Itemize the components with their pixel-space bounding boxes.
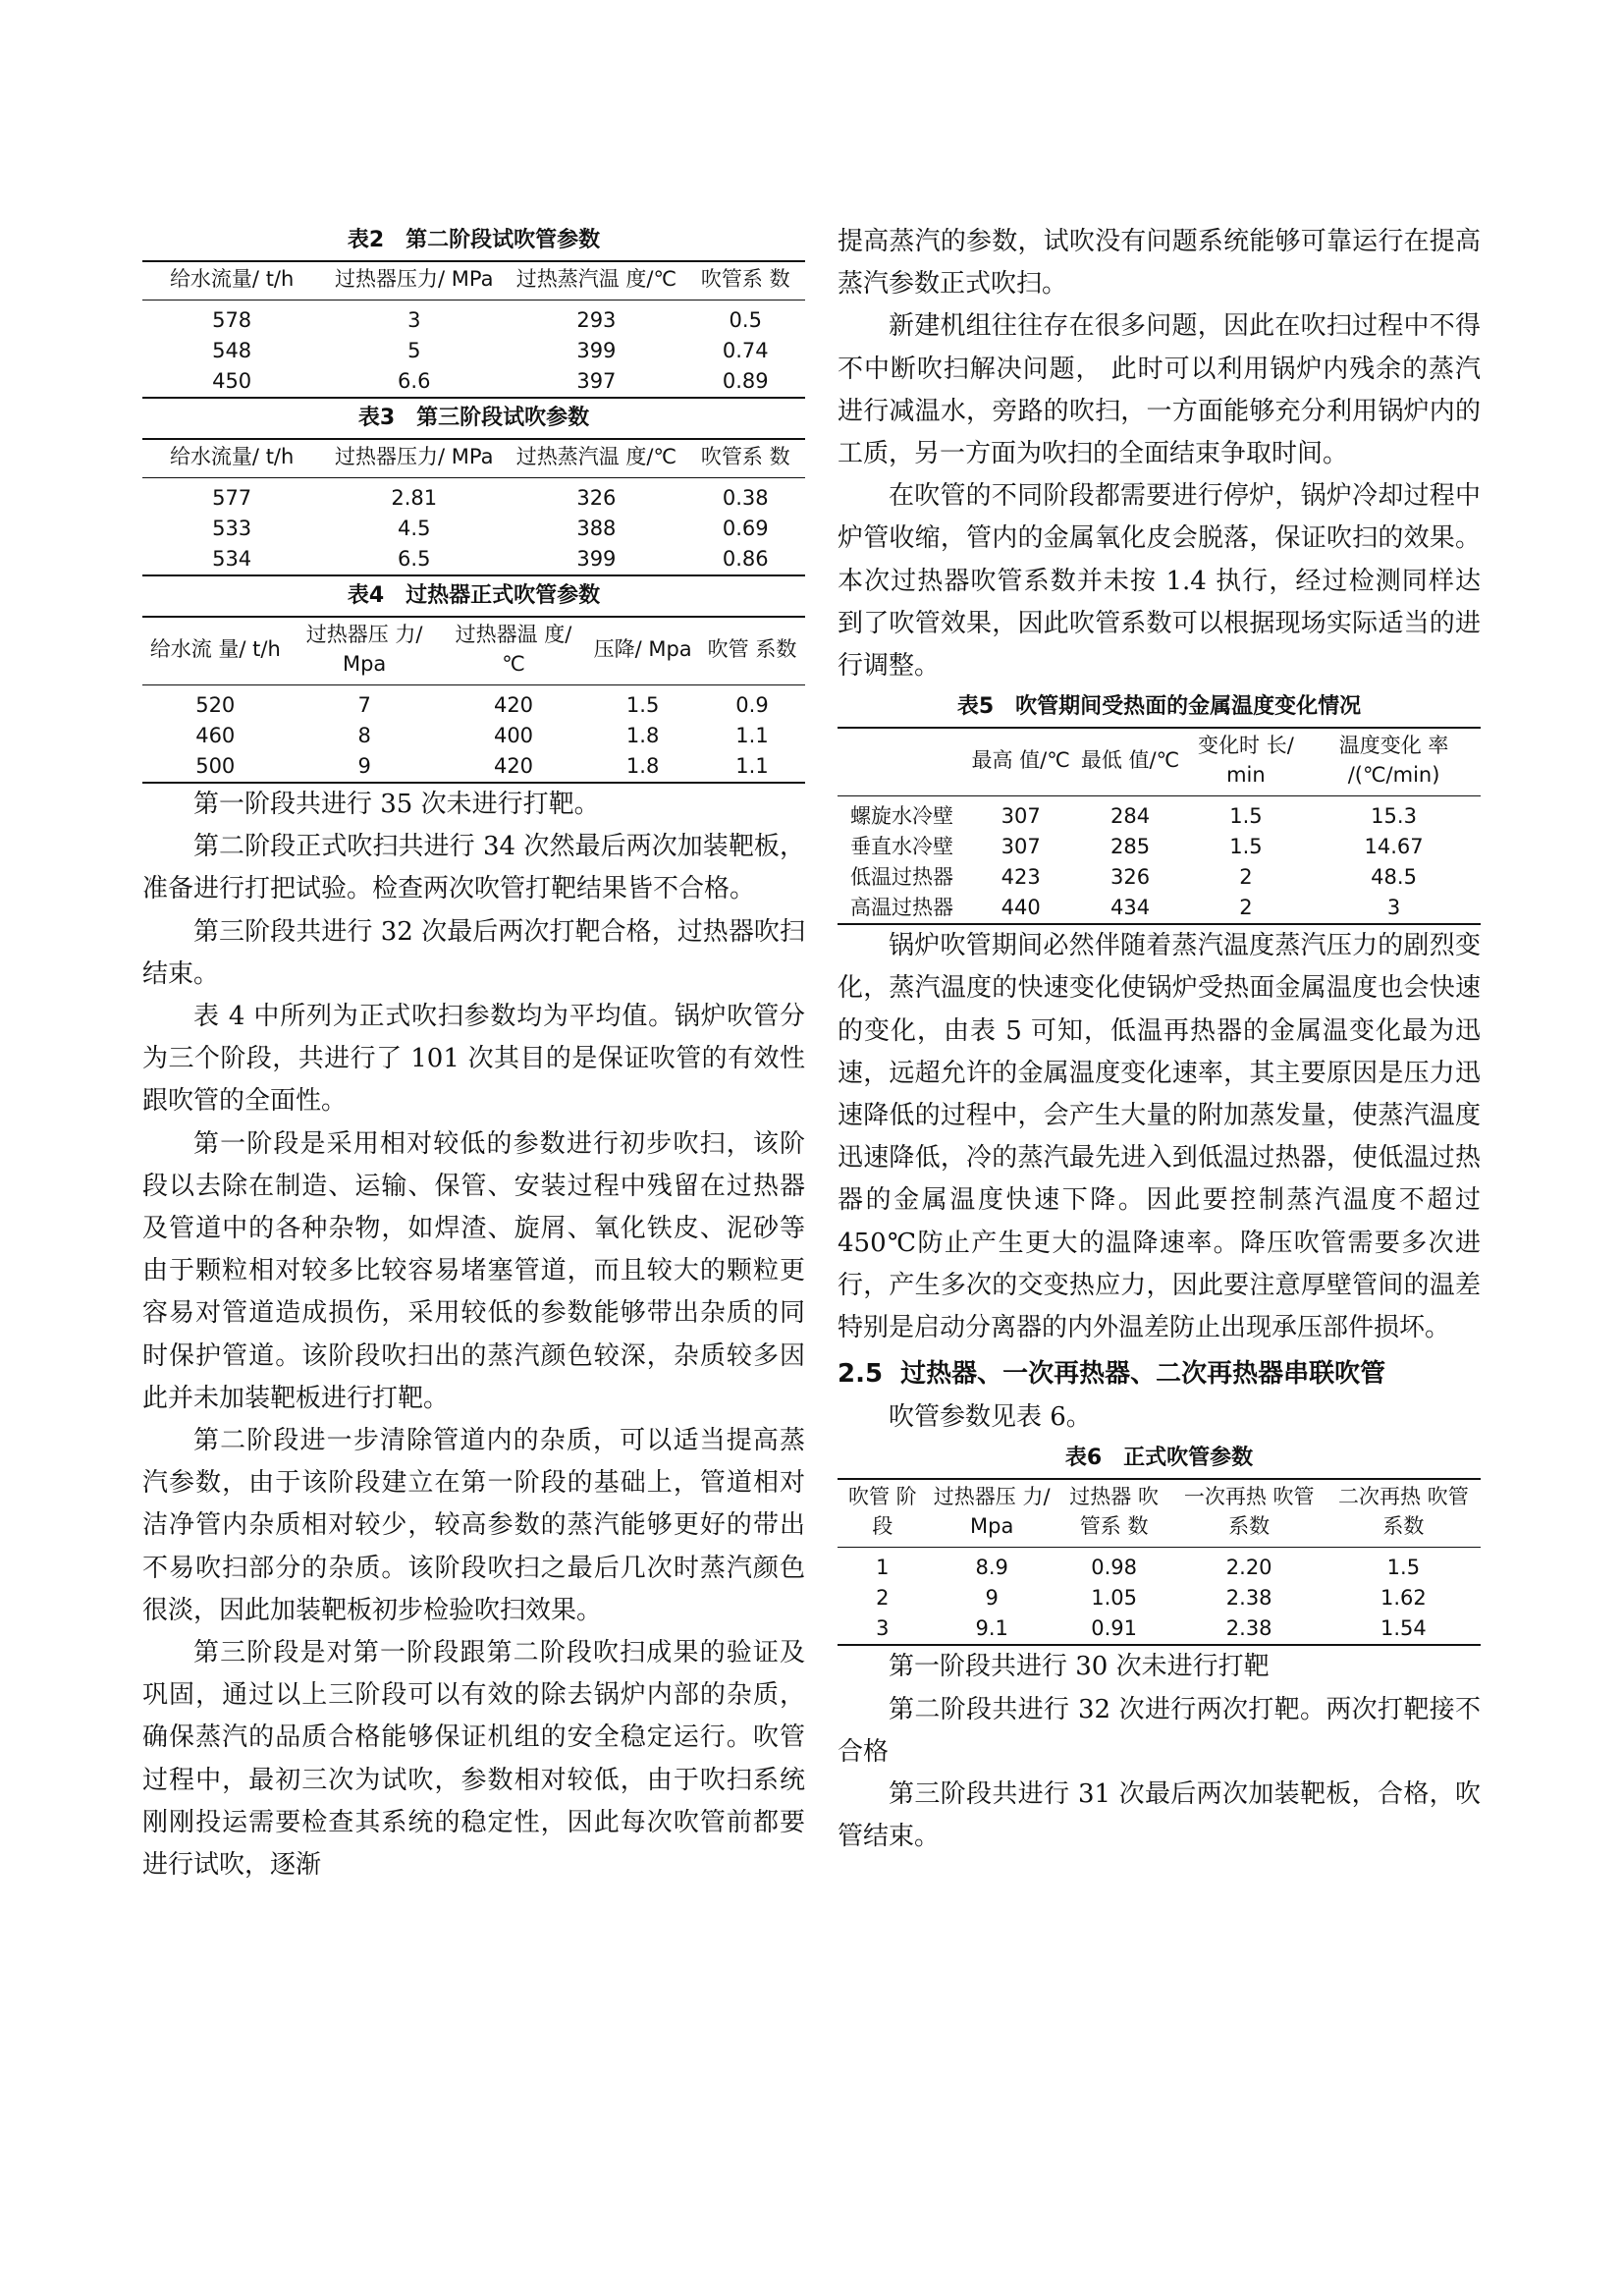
table4-cell: 1.8 — [625, 754, 660, 778]
table2 — [142, 260, 805, 399]
table4-caption: 表4 过热器正式吹管参数 — [347, 583, 601, 608]
table5-cell: 284 — [1109, 804, 1151, 829]
table2-caption: 表2 第二阶段试吹管参数 — [347, 228, 601, 252]
table-row — [838, 832, 1481, 862]
table-row — [838, 796, 1481, 833]
paragraph: 第二阶段进一步清除管道内的杂质，可以适当提高蒸汽参数，由于该阶段建立在第一阶段的基础上，管道相对洁净管内杂质相对较少，较高参数的蒸汽能够更好的带出不易吹扫部分的杂质。该阶段吹扫之最后几次时蒸汽颜色很淡，因此加装靶板初步检验吹扫效果。 — [142, 1426, 805, 1625]
table6-cell: 2.20 — [1225, 1556, 1272, 1580]
table3-cell: 0.38 — [722, 486, 769, 510]
table-row — [838, 1548, 1481, 1584]
table6-cell: 1.05 — [1091, 1586, 1138, 1611]
table2-cell: 0.74 — [722, 339, 769, 362]
table-row — [142, 478, 805, 515]
table2-cell: 293 — [576, 308, 617, 332]
table2-cell: 3 — [407, 308, 421, 332]
table6-cell: 9.1 — [975, 1616, 1008, 1641]
paragraph: 第一阶段是采用相对较低的参数进行初步吹扫，该阶段以去除在制造、运输、保管、安装过程中残留在过热器及管道中的各种杂物，如焊渣、旋屑、氧化铁皮、泥砂等由于颗粒相对较多比较容易堵塞管道，而且较大的颗粒更容易对管道造成损伤，采用较低的参数能够带出杂质的同时保护管道。该阶段吹扫出的蒸汽颜色较深，杂质较多因此并未加装靶板进行打靶。 — [142, 1128, 805, 1413]
table-row — [838, 1613, 1481, 1645]
table3-cell: 0.86 — [722, 547, 769, 571]
table6 — [838, 1478, 1481, 1646]
table4-cell: 1.1 — [735, 754, 769, 778]
table2-cell: 450 — [212, 369, 252, 393]
table2-cell: 0.89 — [722, 369, 769, 393]
table6-cell: 1.5 — [1386, 1556, 1421, 1580]
paragraph: 第一阶段共进行 35 次未进行打靶。 — [193, 790, 600, 819]
table-row — [142, 514, 805, 544]
table6-cell: 2.38 — [1225, 1586, 1272, 1611]
paragraph: 锅炉吹管期间必然伴随着蒸汽温度蒸汽压力的剧烈变化，蒸汽温度的快速变化使锅炉受热面金属温度也会快速的变化，由表 5 可知，低温再热器的金属温变化最为迅速，远超允许的金属温度变化速率，其主要原因是压力迅速降低的过程中，会产生大量的附加蒸发量，使蒸汽温度迅速降低，冷的蒸汽最先进入到低温过热器，使低温过热器的金属温度快速下降。因此要控制蒸汽温度不超过 450℃防止产生更大的温降速率。降压吹管需要多次进行，产生多次的交变热应力，因此要注意厚壁管间的温差特别是启动分离器的内外温差防止出现承压部件损坏。 — [838, 931, 1481, 1343]
table3-cell: 533 — [212, 517, 252, 540]
table4-cell: 9 — [357, 754, 371, 778]
table5-cell: 440 — [1001, 896, 1041, 920]
table4-cell: 1.5 — [625, 693, 660, 717]
table5-cell: 307 — [1001, 835, 1041, 859]
table5-cell: 423 — [1001, 865, 1041, 890]
table-row — [838, 862, 1481, 893]
table3 — [142, 438, 805, 576]
table-row — [838, 893, 1481, 924]
left-column — [142, 221, 805, 1886]
table2-header: 给水流量/ t/h — [169, 267, 295, 291]
paragraph: 提高蒸汽的参数，试吹没有问题系统能够可靠运行在提高蒸汽参数正式吹扫。 — [838, 227, 1481, 300]
table3-cell: 388 — [576, 517, 617, 540]
table3-cell: 577 — [212, 486, 252, 510]
table6-header: 二次再热 吹管系数 — [1338, 1485, 1469, 1539]
table6-caption: 表6 正式吹管参数 — [1064, 1446, 1254, 1471]
table5-cell: 434 — [1109, 896, 1151, 920]
table4-cell: 420 — [493, 754, 534, 778]
table6-cell: 2.38 — [1225, 1616, 1272, 1641]
table6-header: 吹管 阶段 — [848, 1485, 917, 1539]
table2-header: 过热器压力/ MPa — [335, 267, 494, 291]
table6-cell: 1 — [876, 1556, 890, 1580]
table6-header: 一次再热 吹管系数 — [1183, 1485, 1315, 1539]
table6-cell: 9 — [985, 1586, 999, 1611]
table2-cell: 578 — [212, 308, 252, 332]
section-heading — [838, 1351, 1481, 1396]
table5-cell: 垂直水冷壁 — [850, 835, 953, 859]
table4-cell: 1.1 — [735, 724, 769, 747]
table-row — [142, 301, 805, 337]
table5-cell: 2 — [1239, 865, 1253, 890]
table-row — [142, 685, 805, 722]
table3-cell: 6.5 — [398, 547, 431, 571]
table2-cell: 548 — [212, 339, 252, 362]
table5-cell: 3 — [1386, 896, 1401, 920]
table5 — [838, 727, 1481, 925]
paragraph: 第三阶段共进行 32 次最后两次打靶合格，过热器吹扫结束。 — [142, 916, 805, 989]
table3-cell: 4.5 — [398, 517, 431, 540]
table5-caption: 表5 吹管期间受热面的金属温度变化情况 — [956, 694, 1362, 720]
table4-cell: 460 — [195, 724, 236, 747]
table5-cell: 2 — [1239, 896, 1253, 920]
table5-cell: 1.5 — [1229, 835, 1263, 859]
section-number: 2.5 — [838, 1359, 884, 1390]
paragraph: 新建机组往往存在很多问题，因此在吹扫过程中不得不中断吹扫解决问题， 此时可以利用锅炉内残余的蒸汽进行减温水，旁路的吹扫，一方面能够充分利用锅炉内的工质，另一方面为吹扫的全面结束争取时间。 — [838, 311, 1481, 469]
table-row — [142, 751, 805, 783]
section-title: 过热器、一次再热器、二次再热器串联吹管 — [900, 1359, 1386, 1390]
table2-cell: 397 — [576, 369, 617, 393]
table5-cell: 14.67 — [1364, 835, 1424, 859]
table2-cell: 399 — [576, 339, 617, 362]
table4-header: 吹管 系数 — [707, 637, 797, 661]
table5-header: 最低 值/℃ — [1080, 748, 1180, 773]
table2-header: 吹管系 数 — [700, 267, 790, 291]
table4-cell: 400 — [493, 724, 534, 747]
right-column — [838, 221, 1481, 1858]
table4-cell: 0.9 — [735, 693, 769, 717]
table6-header: 过热器压 力/ Mpa — [933, 1485, 1051, 1539]
table4-header: 给水流 量/ t/h — [149, 637, 281, 661]
table2-cell: 0.5 — [729, 308, 762, 332]
table3-header: 给水流量/ t/h — [169, 445, 295, 468]
table3-cell: 534 — [212, 547, 252, 571]
table3-header: 过热器压力/ MPa — [335, 445, 494, 468]
table-row — [838, 1583, 1481, 1613]
table6-cell: 3 — [876, 1616, 890, 1641]
table5-cell: 307 — [1001, 804, 1041, 829]
table6-header: 过热器 吹管系 数 — [1069, 1485, 1159, 1539]
table4-cell: 500 — [195, 754, 236, 778]
table3-header: 吹管系 数 — [700, 445, 790, 468]
table4-header: 压降/ Mpa — [593, 637, 692, 661]
table5-cell: 285 — [1109, 835, 1151, 859]
paragraph: 第二阶段共进行 32 次进行两次打靶。两次打靶接不合格 — [838, 1694, 1481, 1767]
paragraph: 第一阶段共进行 30 次未进行打靶 — [889, 1652, 1270, 1682]
paragraph: 吹管参数见表 6。 — [889, 1402, 1092, 1433]
table3-cell: 326 — [576, 486, 617, 510]
paragraph: 第二阶段正式吹扫共进行 34 次然最后两次加装靶板，准备进行打把试验。检查两次吹管打靶结果皆不合格。 — [142, 832, 805, 904]
table5-cell: 15.3 — [1371, 804, 1417, 829]
table6-cell: 1.62 — [1380, 1586, 1427, 1611]
table4 — [142, 616, 805, 784]
table3-caption: 表3 第三阶段试吹参数 — [357, 406, 590, 430]
table4-cell: 420 — [493, 693, 534, 717]
table5-cell: 螺旋水冷壁 — [850, 804, 953, 829]
paragraph: 表 4 中所列为正式吹扫参数均为平均值。锅炉吹管分为三个阶段，共进行了 101 次其目的是保证吹管的有效性跟吹管的全面性。 — [142, 1002, 805, 1117]
table5-cell: 1.5 — [1229, 804, 1263, 829]
table6-cell: 0.91 — [1091, 1616, 1138, 1641]
table5-header: 温度变化 率 /(℃/min) — [1338, 734, 1449, 788]
paragraph: 第三阶段共进行 31 次最后两次加装靶板，合格，吹管结束。 — [838, 1779, 1481, 1852]
table6-cell: 0.98 — [1091, 1556, 1138, 1580]
table5-cell: 48.5 — [1371, 865, 1417, 890]
table6-cell: 1.54 — [1380, 1616, 1427, 1641]
table-row — [142, 336, 805, 366]
table4-cell: 520 — [195, 693, 236, 717]
table5-cell: 326 — [1109, 865, 1151, 890]
table4-header: 过热器压 力/ Mpa — [305, 623, 423, 676]
table4-cell: 8 — [357, 724, 371, 747]
table3-header: 过热蒸汽温 度/℃ — [515, 445, 677, 468]
table3-cell: 2.81 — [391, 486, 438, 510]
table5-cell: 低温过热器 — [850, 865, 953, 890]
table5-header: 变化时 长/ min — [1198, 734, 1294, 788]
table6-cell: 2 — [876, 1586, 890, 1611]
table5-cell: 高温过热器 — [850, 896, 953, 920]
paragraph: 在吹管的不同阶段都需要进行停炉，锅炉冷却过程中炉管收缩，管内的金属氧化皮会脱落，保证吹扫的效果。本次过热器吹管系数并未按 1.4 执行，经过检测同样达到了吹管效果，因此吹管系数可以根据现场实际适当的进行调整。 — [838, 481, 1481, 682]
paragraph: 第三阶段是对第一阶段跟第二阶段吹扫成果的验证及巩固，通过以上三阶段可以有效的除去锅炉内部的杂质，确保蒸汽的品质合格能够保证机组的安全稳定运行。吹管过程中，最初三次为试吹，参数相对较低，由于吹扫系统刚刚投运需要检查其系统的稳定性，因此每次吹管前都要进行试吹，逐渐 — [142, 1638, 805, 1881]
table2-cell: 5 — [407, 339, 421, 362]
table5-header — [838, 728, 966, 796]
table3-cell: 0.69 — [722, 517, 769, 540]
table-row — [142, 544, 805, 575]
table6-cell: 8.9 — [975, 1556, 1008, 1580]
table4-cell: 7 — [357, 693, 371, 717]
table5-header: 最高 值/℃ — [971, 748, 1070, 773]
table-row — [142, 366, 805, 398]
table-row — [142, 721, 805, 751]
table4-cell: 1.8 — [625, 724, 660, 747]
table2-cell: 6.6 — [398, 369, 431, 393]
table2-header: 过热蒸汽温 度/℃ — [515, 267, 677, 291]
table3-cell: 399 — [576, 547, 617, 571]
table4-header: 过热器温 度/℃ — [455, 623, 572, 676]
